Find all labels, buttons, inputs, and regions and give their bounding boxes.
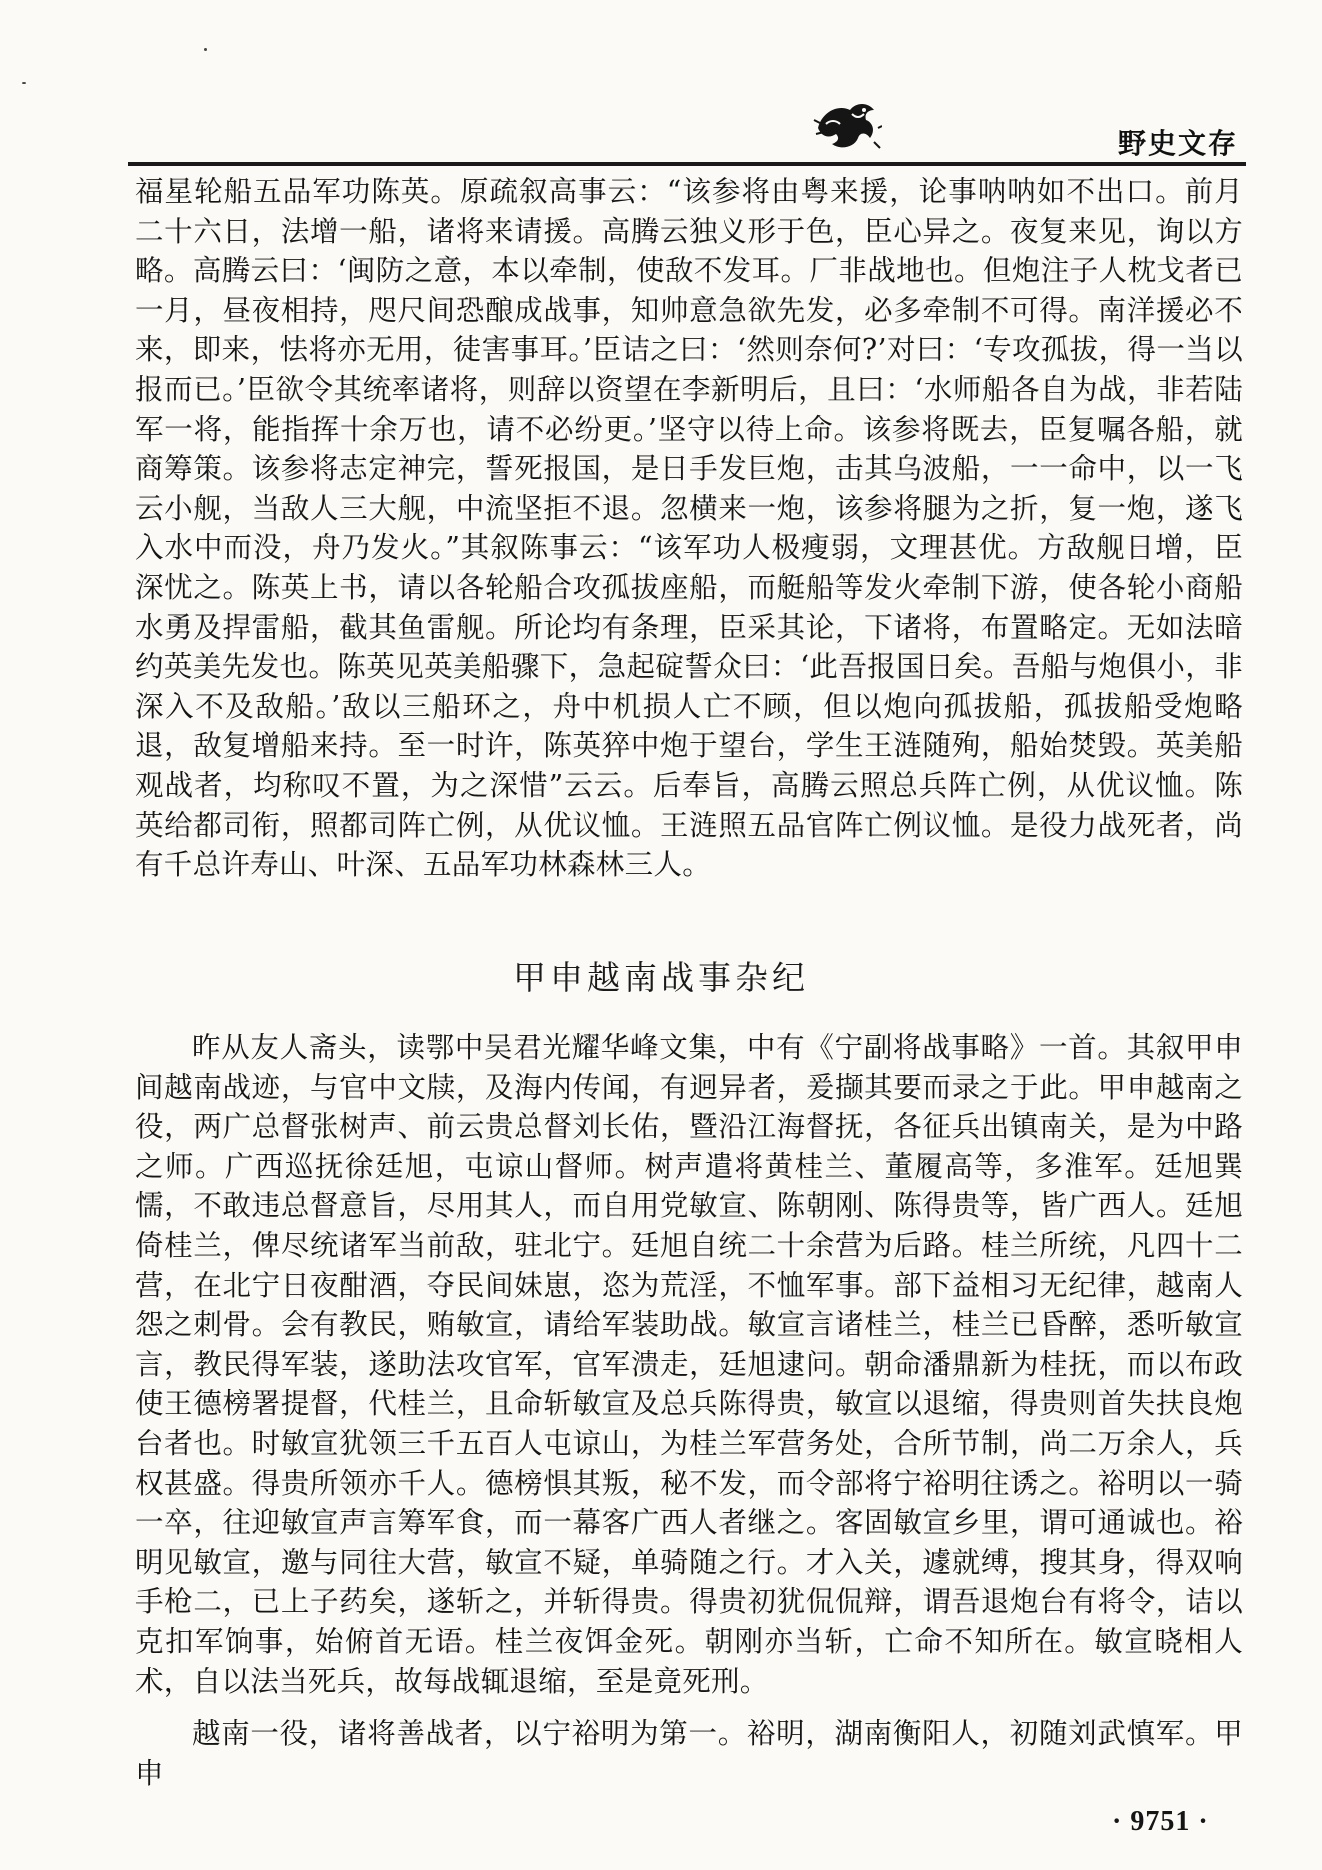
dragon-emblem-icon bbox=[812, 98, 882, 152]
section-title: 甲申越南战事杂纪 bbox=[513, 958, 809, 997]
paragraph-text: 昨从友人斋头，读鄂中吴君光耀华峰文集，中有《宁副将战事略》一首。其叙甲申间越南战迹，与官中文牍，及海内传闻，有迥异者，爰撷其要而录之于此。甲申越南之役，两广总督张树声、前云贵总督刘长佑，暨沿江海督抚，各征兵出镇南关，是为中路之师。广西巡抚徐廷旭，屯谅山督师。树声遣将黄桂兰、董履高等，多淮军。廷旭巽懦，不敢违总督意旨，尽用其人，而自用党敏宣、陈朝刚、陈得贵等，皆广西人。廷旭倚桂兰，俾尽统诸军当前敌，驻北宁。廷旭自统二十余营为后路。桂兰所统，凡四十二营，在北宁日夜酣酒，夺民间妹崽，恣为荒淫，不恤军事。部下益相习无纪律，越南人怨之刺骨。会有教民，贿敏宣，请给军装助战。敏宣言诸桂兰，桂兰已昏醉，悉听敏宣言，教民得军装，遂助法攻官军，官军溃走，廷旭逮问。朝命潘鼎新为桂抚，而以布政使王德榜署提督，代桂兰，且命斩敏宣及总兵陈得贵，敏宣以退缩，得贵则首失扶良炮台者也。时敏宣犹领三千五百人屯谅山，为桂兰军营务处，合所节制，尚二万余人，兵权甚盛。得贵所领亦千人。德榜惧其叛，秘不发，而令部将宁裕明往诱之。裕明以一骑一卒，往迎敏宣声言筹军食，而一幕客广西人者继之。客固敏宣乡里，谓可通诚也。裕明见敏宣，邀与同往大营，敏宣不疑，单骑随之行。才入关，遽就缚，搜其身，得双响手枪二，已上子药矣，遂斩之，并斩得贵。得贵初犹侃侃辩，谓吾退炮台有将令，诘以克扣军饷事，始俯首无语。桂兰夜饵金死。朝刚亦当斩，亡命不知所在。敏宣晓相人术，自以法当死兵，故每战辄退缩，至是竟死刑。 bbox=[135, 1031, 1243, 1698]
paragraph-text: 福星轮船五品军功陈英。原疏叙高事云：“该参将由粤来援，论事呐呐如不出口。前月二十六日，法增一船，诸将来请援。高腾云独义形于色，臣心异之。夜复来见，询以方略。高腾云曰：‘闽防之意，本以牵制，使敌不发耳。厂非战地也。但炮注子人枕戈者已一月，昼夜相持，咫尺间恐酿成战事，知帅意急欲先发，必多牵制不可得。南洋援必不来，即来，怯将亦无用，徒害事耳。’臣诘之曰：‘然则奈何?’对曰：‘专攻孤拔，得一当以报而已。’臣欲令其统率诸将，则辞以资望在李新明后，且曰：‘水师船各自为战，非若陆军一将，能指挥十余万也，请不必纷更。’坚守以待上命。该参将既去，臣复嘱各船，就商筹策。该参将志定神完，誓死报国，是日手发巨炮，击其乌波船，一一命中，以一飞云小舰，当敌人三大舰，中流坚拒不退。忽横来一炮，该参将腿为之折，复一炮，遂飞入水中而没，舟乃发火。”其叙陈事云：“该军功人极瘦弱，文理甚优。方敌舰日增，臣深忧之。陈英上书，请以各轮船合攻孤拔座船，而艇船等发火牵制下游，使各轮小商船水勇及捍雷船，截其鱼雷舰。所论均有条理，臣采其论，下诸将，布置略定。无如法暗约英美先发也。陈英见英美船骤下，急起碇誓众曰：‘此吾报国日矣。吾船与炮俱小，非深入不及敌船。’敌以三船环之，舟中机损人亡不顾，但以炮向孤拔船，孤拔船受炮略退，敌复增船来持。至一时许，陈英猝中炮于望台，学生王涟随殉，船始焚毁。英美船观战者，均称叹不置，为之深惜”云云。后奉旨，高腾云照总兵阵亡例，从优议恤。陈英给都司衔，照都司阵亡例，从优议恤。王涟照五品官阵亡例议恤。是役力战死者，尚有千总许寿山、叶深、五品军功林森林三人。 bbox=[135, 175, 1243, 882]
page-number: · 9751 · bbox=[1112, 1806, 1209, 1837]
header-rule bbox=[128, 162, 1246, 166]
scan-speck bbox=[204, 48, 207, 51]
body-paragraph bbox=[135, 1714, 1243, 1793]
book-series-title: 野史文存 bbox=[1118, 127, 1239, 160]
paragraph-text: 越南一役，诸将善战者，以宁裕明为第一。裕明，湖南衡阳人，初随刘武慎军。甲申 bbox=[135, 1717, 1243, 1790]
page-header bbox=[0, 0, 1322, 170]
body-paragraph bbox=[135, 1028, 1243, 1701]
scan-speck bbox=[22, 82, 26, 84]
body-paragraph bbox=[135, 172, 1243, 885]
